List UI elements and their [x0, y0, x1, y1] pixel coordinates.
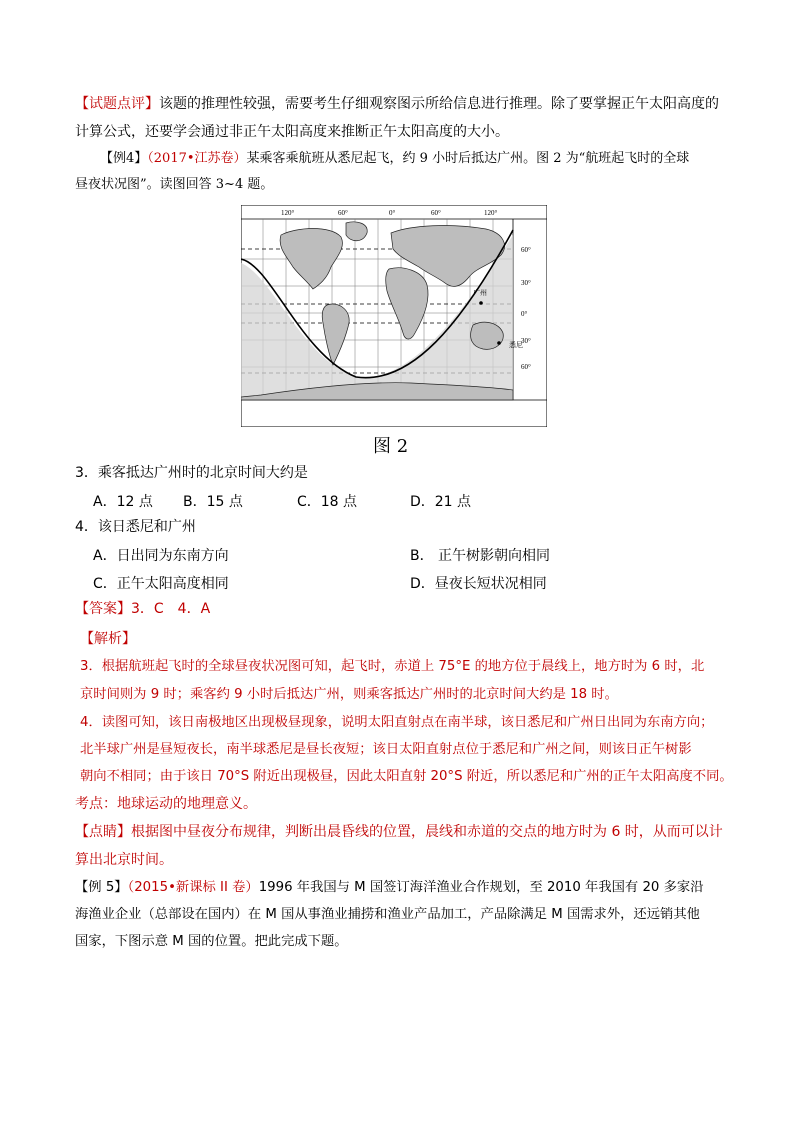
- example5-line-1: [75, 879, 704, 897]
- example5-source: （2015•新课标 II 卷）: [127, 880, 259, 895]
- dianjing-line-2: 算出北京时间。: [75, 852, 173, 868]
- lat-label-1: 60°: [521, 246, 531, 254]
- greenland: [346, 222, 367, 241]
- answer-line: [75, 600, 210, 618]
- q4-stem: 4．该日悉尼和广州: [75, 519, 196, 535]
- lon-label-3: 0°: [389, 209, 396, 217]
- dianjing-tag: 【点睛】: [75, 824, 131, 840]
- example4-tag: 【例4】: [100, 151, 148, 166]
- q3-option-a: A．12 点: [93, 494, 153, 510]
- example4-source: （2017•江苏卷）: [147, 151, 247, 166]
- figure-caption: 图 2: [373, 436, 409, 457]
- lat-label-5: 60°: [521, 363, 531, 371]
- sydney-dot: [497, 341, 501, 345]
- comment-text-1: 该题的推理性较强，需要考生仔细观察图示所给信息进行推理。除了要掌握正午太阳高度的: [159, 96, 719, 112]
- example5-tag: 【例 5】: [75, 880, 128, 895]
- day-night-map: [241, 205, 547, 427]
- dianjing-line-1: [75, 823, 723, 841]
- lon-label-5: 120°: [484, 209, 498, 217]
- example4-text-1: 某乘客乘航班从悉尼起飞，约 9 小时后抵达广州。图 2 为“航班起飞时的全球: [246, 151, 690, 166]
- q4-option-a: A．日出同为东南方向: [93, 548, 229, 564]
- q3-option-b: B．15 点: [183, 494, 243, 510]
- example5-line-2: 海渔业企业（总部设在国内）在 M 国从事渔业捕捞和渔业产品加工，产品除满足 M 国需求外，还远销其他: [75, 907, 700, 922]
- lon-label-1: 120°: [281, 209, 295, 217]
- analysis-p4-line2: 北半球广州是昼短夜长，南半球悉尼是昼长夜短；该日太阳直射点位于悉尼和广州之间，则该日正午树影: [80, 742, 692, 757]
- q3-option-d: D．21 点: [410, 494, 472, 510]
- example5-line-3: 国家，下图示意 M 国的位置。把此完成下题。: [75, 934, 348, 949]
- analysis-p3-line2: 京时间则为 9 时；乘客约 9 小时后抵达广州，则乘客抵达广州时的北京时间大约是 18 时。: [80, 687, 618, 702]
- australia: [471, 322, 504, 349]
- lat-label-2: 30°: [521, 279, 531, 287]
- q4-option-b: B． 正午树影朝向相同: [410, 548, 551, 564]
- label-guangzhou: 广州: [473, 289, 487, 297]
- example5-text-1: 1996 年我国与 M 国签订海洋渔业合作规划，至 2010 年我国有 20 多家沿: [258, 880, 704, 895]
- guangzhou-dot: [479, 301, 483, 305]
- dianjing-text-1: 根据图中昼夜分布规律，判断出晨昏线的位置，晨线和赤道的交点的地方时为 6 时，从而可以计: [131, 824, 723, 840]
- analysis-p3-line1: 3．根据航班起飞时的全球昼夜状况图可知，起飞时，赤道上 75°E 的地方位于晨线上，地方时为 6 时，北: [80, 659, 705, 674]
- example4-line-1: [100, 150, 689, 168]
- lon-label-2: 60°: [338, 209, 348, 217]
- comment-text-2: 计算公式，还要学会通过非正午太阳高度来推断正午太阳高度的大小。: [75, 124, 509, 140]
- analysis-p4-line3: 朝向不相同；由于该日 70°S 附近出现极昼，因此太阳直射 20°S 附近，所以悉尼和广州的正午太阳高度不同。: [80, 769, 733, 784]
- comment-line-2: [75, 123, 509, 141]
- analysis-tag: 【解析】: [80, 631, 136, 647]
- example4-line-2: [75, 176, 273, 194]
- lon-label-4: 60°: [431, 209, 441, 217]
- answer-text: 3．C 4．A: [131, 601, 211, 617]
- q4-option-c: C．正午太阳高度相同: [93, 576, 229, 592]
- q3-stem: 3．乘客抵达广州时的北京时间大约是: [75, 465, 308, 481]
- example4-text-2: 昼夜状况图”。读图回答 3~4 题。: [75, 177, 274, 192]
- analysis-p4-line1: 4．读图可知，该日南极地区出现极昼现象，说明太阳直射点在南半球，该日悉尼和广州日出同为东南方向；: [80, 715, 714, 730]
- q4-option-d: D．昼夜长短状况相同: [410, 576, 547, 592]
- comment-line-1: [75, 95, 719, 113]
- answer-tag: 【答案】: [75, 601, 131, 617]
- q3-option-c: C．18 点: [297, 494, 358, 510]
- label-sydney: 悉尼: [509, 341, 523, 349]
- lat-label-3: 0°: [521, 310, 528, 318]
- comment-tag: 【试题点评】: [75, 96, 159, 112]
- lat-label-4: 30°: [521, 337, 531, 345]
- analysis-kaodian: 考点：地球运动的地理意义。: [75, 796, 257, 812]
